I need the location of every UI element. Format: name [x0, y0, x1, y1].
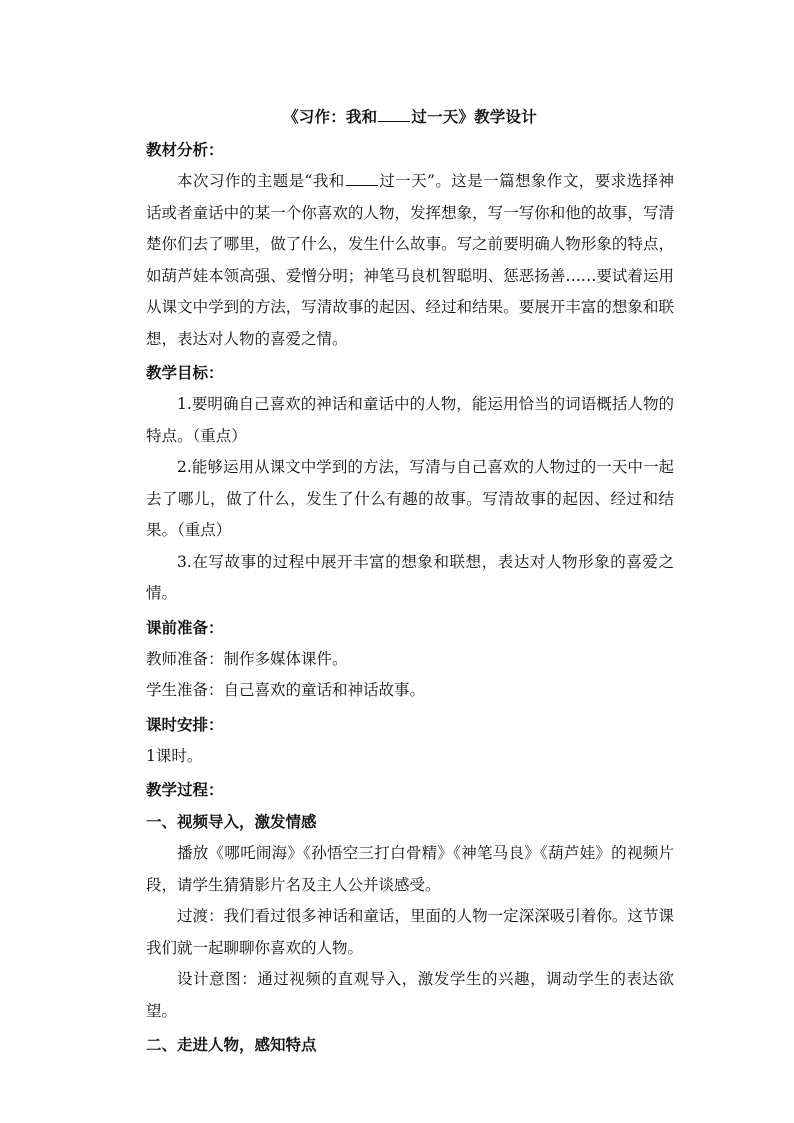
title-blank-line [378, 107, 410, 122]
schedule-heading: 课时安排： [146, 714, 224, 734]
title-suffix: 过一天》教学设计 [411, 107, 537, 126]
goal-item-2: 2.能够运用从课文中学到的方法，写清与自己喜欢的人物过的一天中一起去了哪儿，做了什么，发生了什么有趣的故事。写清故事的起因、经过和结果。（重点） [146, 458, 674, 539]
step1-heading: 一、视频导入，激发情感 [146, 812, 317, 831]
analysis-text-rest: 过一天”。这是一篇想象作文，要求选择神话或者童话中的某一个你喜欢的人物，发挥想象，写一写你和他的故事，写清楚你们去了哪里，做了什么，发生什么故事。写之前要明确人物形象的特点，如葫芦娃本领高强、爱憎分明；神笔马良机智聪明、惩恶扬善……要试着运用从课文中学到的方法，写清故事的起因、经过和结果。要展开丰富的想象和联想，表达对人物的喜爱之情。 [146, 172, 674, 348]
goal-item-1: 1.要明确自己喜欢的神话和童话中的人物，能运用恰当的词语概括人物的特点。（重点） [146, 395, 674, 445]
design-intent-paragraph: 设计意图：通过视频的直观导入，激发学生的兴趣，调动学生的表达欲望。 [146, 970, 674, 1020]
analysis-text-start: 本次习作的主题是“我和 [177, 172, 345, 190]
document-title [146, 104, 674, 130]
prep-heading: 课前准备： [146, 617, 224, 637]
analysis-heading: 教材分析： [146, 140, 224, 159]
prep-teacher: 教师准备：制作多媒体课件。 [146, 649, 348, 668]
document-body [146, 104, 674, 1061]
analysis-paragraph [146, 166, 674, 355]
transition-paragraph: 过渡：我们看过很多神话和童话，里面的人物一定深深吸引着你。这节课我们就一起聊聊你喜欢的人物。 [146, 907, 674, 957]
step2-heading: 二、走进人物，感知特点 [146, 1035, 317, 1054]
goals-heading: 教学目标： [146, 363, 224, 382]
step1-paragraph: 播放《哪吒闹海》《孙悟空三打白骨精》《神笔马良》《葫芦娃》的视频片段，请学生猜猜影片名及主人公并谈感受。 [146, 844, 674, 894]
goal-item-3: 3.在写故事的过程中展开丰富的想象和联想，表达对人物形象的喜爱之情。 [146, 552, 674, 602]
schedule-text: 1课时。 [146, 746, 203, 765]
prep-student: 学生准备：自己喜欢的童话和神话故事。 [146, 681, 426, 699]
analysis-blank-line [346, 171, 378, 186]
title-prefix: 《习作：我和 [283, 107, 378, 126]
process-heading: 教学过程： [146, 780, 224, 799]
